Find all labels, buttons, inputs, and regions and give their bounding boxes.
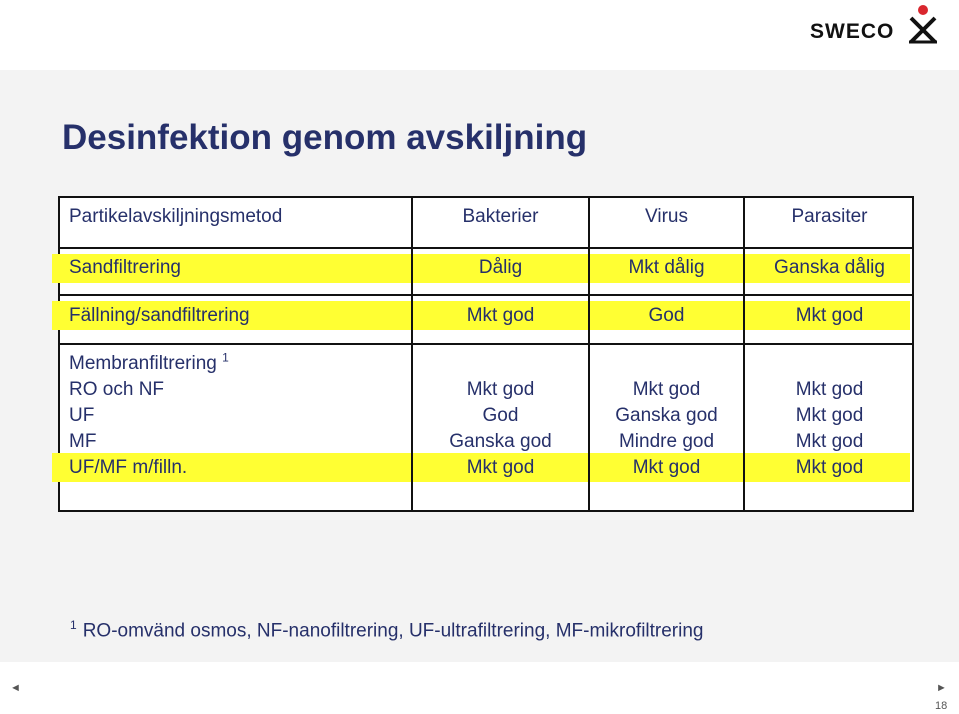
- prev-slide-button[interactable]: ◄: [10, 682, 21, 694]
- sweco-logo: [810, 4, 940, 44]
- table-cell: Mkt god: [795, 305, 864, 326]
- header-method: Partikelavskiljningsmetod: [69, 206, 283, 227]
- table-cell: God: [648, 305, 685, 326]
- table-cell: Mindre god: [618, 431, 715, 452]
- page-number: 18: [935, 700, 948, 712]
- footnote-marker: 1: [70, 618, 77, 632]
- comparison-table: [58, 196, 914, 512]
- next-slide-button[interactable]: ►: [936, 682, 947, 694]
- table-cell: Ganska god: [449, 431, 552, 452]
- sweco-logo-icon: [906, 4, 940, 44]
- table-cell: Mkt god: [795, 379, 864, 400]
- table-cell: Mkt god: [795, 405, 864, 426]
- slide-title: Desinfektion genom avskiljning: [62, 118, 588, 157]
- subrow-method: MF: [69, 431, 97, 452]
- table-cell: Ganska dålig: [774, 257, 885, 278]
- table-cell: Mkt god: [466, 379, 535, 400]
- table-cell: Mkt god: [795, 457, 864, 478]
- subrow-method: RO och NF: [69, 379, 165, 400]
- table-cell: Mkt god: [632, 457, 701, 478]
- table-cell: Mkt god: [632, 379, 701, 400]
- group-label: Membranfiltrering: [69, 353, 217, 374]
- footnote: [70, 618, 704, 642]
- header-virus: Virus: [645, 206, 688, 227]
- header-parasiter: Parasiter: [791, 206, 868, 227]
- row-method: Fällning/sandfiltrering: [69, 305, 250, 326]
- row-method-group: [69, 351, 229, 377]
- footnote-text: RO-omvänd osmos, NF-nanofiltrering, UF-ultrafiltrering, MF-mikrofiltrering: [82, 620, 704, 642]
- row-method: Sandfiltrering: [69, 257, 181, 278]
- subrow-method: UF/MF m/filln.: [69, 457, 188, 478]
- table-cell: Ganska god: [615, 405, 718, 426]
- table-cell: Mkt god: [795, 431, 864, 452]
- table-cell: Mkt god: [466, 457, 535, 478]
- logo-text: SWECO: [810, 20, 895, 43]
- table-cell: Mkt god: [466, 305, 535, 326]
- table-cell: God: [482, 405, 519, 426]
- header-bakterier: Bakterier: [462, 206, 539, 227]
- footnote-marker: 1: [222, 350, 229, 365]
- subrow-method: UF: [69, 405, 95, 426]
- table-cell: Mkt dålig: [628, 257, 705, 278]
- table-cell: Dålig: [478, 257, 523, 278]
